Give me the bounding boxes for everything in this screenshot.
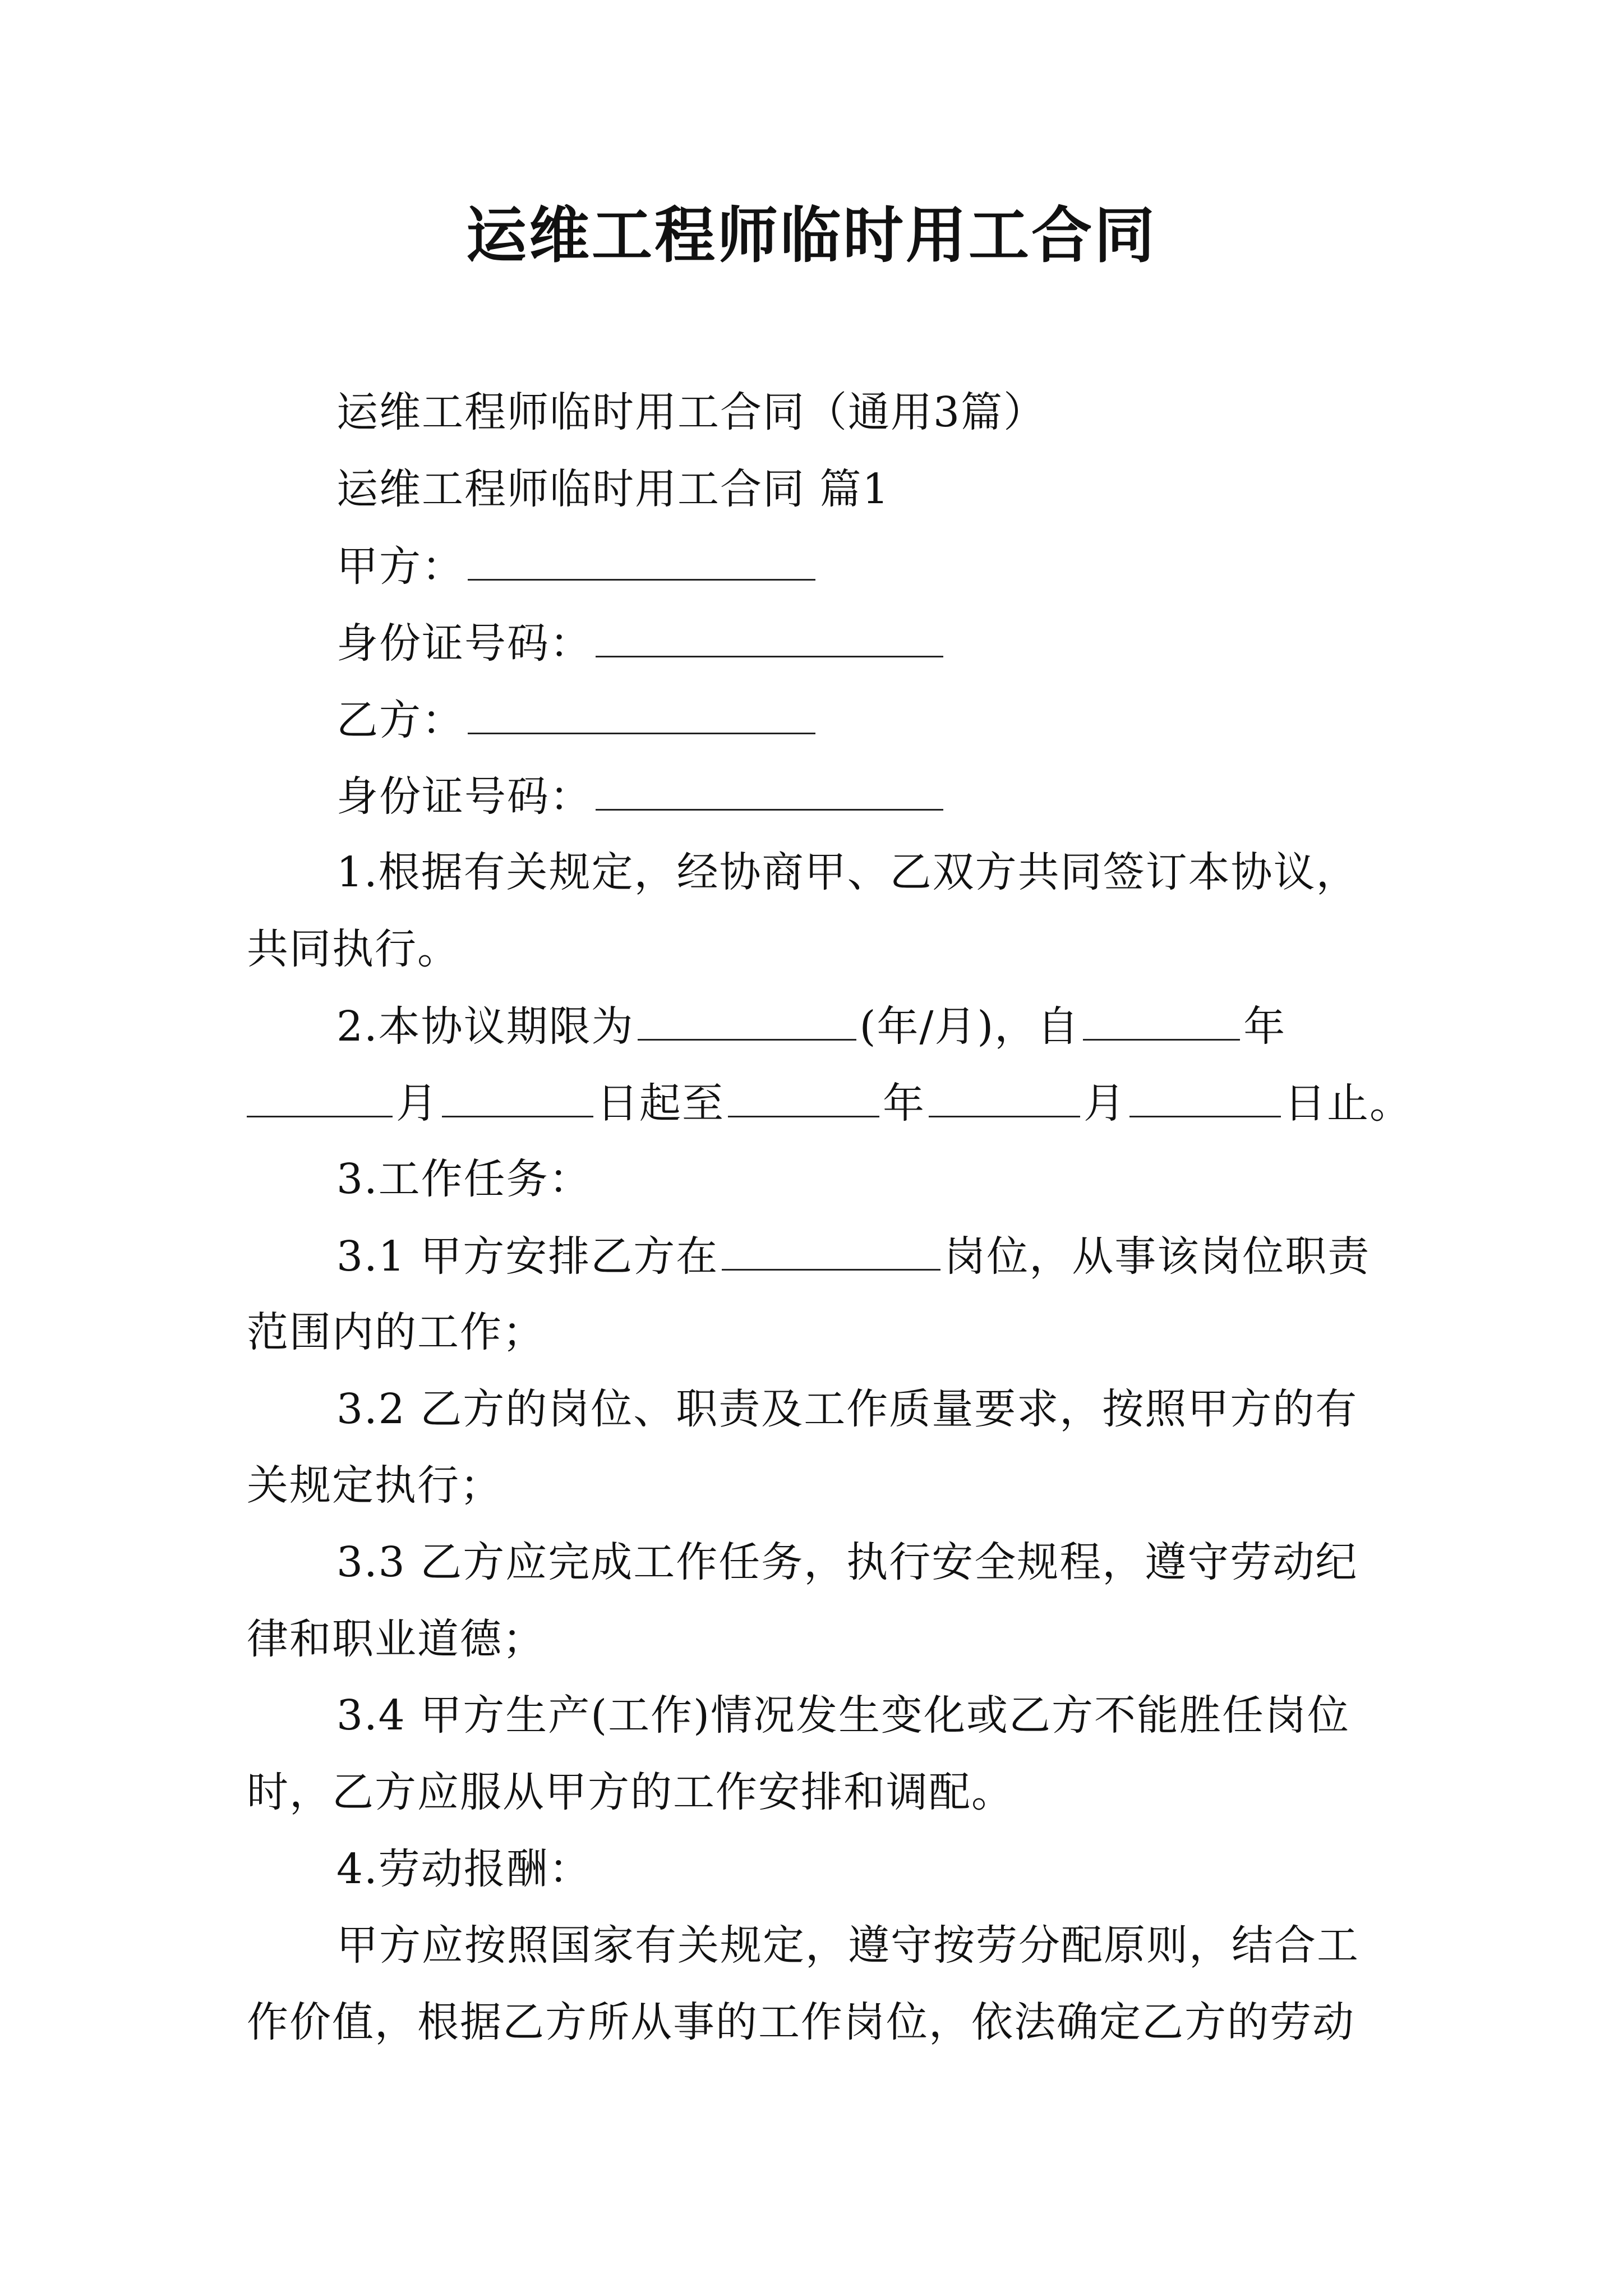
party-a-blank bbox=[468, 537, 815, 581]
clause-2-text-a: 2.本协议期限为 bbox=[336, 1002, 634, 1051]
party-a-label: 甲方： bbox=[336, 542, 464, 591]
clause-3-heading: 3.工作任务： bbox=[336, 1155, 592, 1203]
clause-2-text-c: 年 bbox=[1243, 1002, 1287, 1051]
clause-1-line-2: 共同执行。 bbox=[247, 925, 460, 973]
section-heading: 运维工程师临时用工合同 篇1 bbox=[336, 465, 890, 513]
clause-2-text-b: (年/月)，自 bbox=[859, 1002, 1080, 1051]
id-number-label-a: 身份证号码： bbox=[336, 619, 592, 668]
clause-3-1-line-2: 范围内的工作； bbox=[247, 1308, 545, 1356]
end-day-blank bbox=[1129, 1074, 1281, 1117]
id-number-label-b: 身份证号码： bbox=[336, 772, 592, 821]
clause-2-line-2 bbox=[247, 1074, 1412, 1131]
id-number-b-line bbox=[336, 767, 947, 825]
party-b-label: 乙方： bbox=[336, 696, 464, 744]
clause-2-text-h: 日止。 bbox=[1284, 1079, 1412, 1128]
position-blank bbox=[722, 1227, 940, 1271]
clause-2-line-1 bbox=[336, 997, 1286, 1055]
end-month-blank bbox=[929, 1074, 1080, 1117]
clause-3-4-line-2: 时，乙方应服从甲方的工作安排和调配。 bbox=[247, 1768, 1014, 1816]
clause-3-1-text-a: 3.1 甲方安排乙方在 bbox=[336, 1232, 719, 1281]
party-a-line bbox=[336, 537, 819, 595]
clause-2-text-e: 日起至 bbox=[597, 1079, 725, 1128]
clause-3-3-line-1: 3.3 乙方应完成工作任务，执行安全规程，遵守劳动纪 bbox=[336, 1538, 1358, 1586]
clause-4-line-2: 作价值，根据乙方所从事的工作岗位，依法确定乙方的劳动 bbox=[247, 1998, 1355, 2046]
clause-3-3-line-2: 律和职业道德； bbox=[247, 1615, 545, 1663]
document-subtitle: 运维工程师临时用工合同（通用3篇） bbox=[336, 388, 1046, 436]
clause-1-line-1: 1.根据有关规定，经协商甲、乙双方共同签订本协议， bbox=[336, 848, 1359, 896]
clause-4-heading: 4.劳动报酬： bbox=[336, 1845, 592, 1893]
clause-3-1-text-b: 岗位，从事该岗位职责 bbox=[944, 1232, 1371, 1281]
clause-3-4-line-1: 3.4 甲方生产(工作)情况发生变化或乙方不能胜任岗位 bbox=[336, 1691, 1350, 1740]
party-b-line bbox=[336, 691, 819, 748]
clause-3-2-line-1: 3.2 乙方的岗位、职责及工作质量要求，按照甲方的有 bbox=[336, 1385, 1358, 1433]
start-month-blank bbox=[247, 1074, 393, 1117]
id-number-b-blank bbox=[596, 767, 943, 811]
clause-4-line-1: 甲方应按照国家有关规定，遵守按劳分配原则，结合工 bbox=[336, 1921, 1359, 1970]
start-year-blank bbox=[1083, 997, 1240, 1041]
end-year-blank bbox=[728, 1074, 879, 1117]
id-number-a-line bbox=[336, 614, 947, 671]
party-b-blank bbox=[468, 691, 815, 734]
clause-3-2-line-2: 关规定执行； bbox=[247, 1461, 502, 1510]
clause-3-1-line-1 bbox=[336, 1227, 1370, 1285]
id-number-a-blank bbox=[596, 614, 943, 657]
clause-2-text-d: 月 bbox=[396, 1079, 439, 1128]
document-title: 运维工程师临时用工合同 bbox=[465, 200, 1157, 271]
clause-2-text-f: 年 bbox=[883, 1079, 925, 1128]
start-day-blank bbox=[442, 1074, 593, 1117]
clause-2-text-g: 月 bbox=[1083, 1079, 1126, 1128]
term-blank bbox=[638, 997, 856, 1041]
